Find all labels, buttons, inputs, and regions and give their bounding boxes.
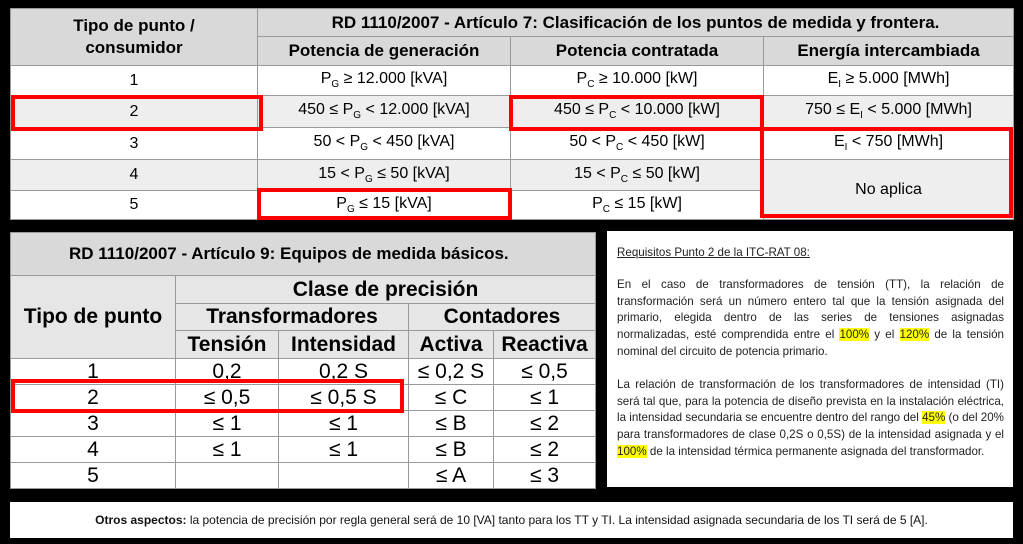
tension-header: Tensión xyxy=(176,331,279,359)
footer-note xyxy=(10,502,1013,538)
table-row xyxy=(11,160,1014,191)
highlight: 45% xyxy=(922,411,946,425)
ene-cell: $750 \le E_I < 5.000$ [MWh] xyxy=(764,96,1014,128)
table-row xyxy=(11,96,1014,128)
contadores-header: Contadores xyxy=(409,304,596,331)
classification-table xyxy=(10,8,1014,220)
transformadores-header: Transformadores xyxy=(176,304,409,331)
table-row xyxy=(11,463,596,489)
con-cell: $50 < P_C < 450$ [kW] xyxy=(511,128,764,160)
activa-cell: ≤ B xyxy=(409,411,494,437)
table-row xyxy=(11,66,1014,96)
activa-cell: ≤ A xyxy=(409,463,494,489)
itc-rat-note xyxy=(607,231,1013,487)
tipo-cell: 1 xyxy=(11,66,258,96)
tipo-cell: 5 xyxy=(11,191,258,220)
reactiva-cell: ≤ 3 xyxy=(494,463,596,489)
header-potencia-generacion: Potencia de generación xyxy=(258,37,511,66)
note-paragraph-ti: La relación de transformación de los transformadores de intensidad (TI) será tal que, para la potencia de diseño prevista en la instalación eléctrica, la intensidad secundaria se encuentre dentro del rango del 45% (o del 20% para transformadores de clase 0,2S o 0,5S) de la intensidad asignada y el 100% de la intensidad térmica permanente asignada del transformador. xyxy=(617,377,1004,458)
table-row xyxy=(11,385,596,411)
table-row xyxy=(11,128,1014,160)
intensidad-cell: 0,2 S xyxy=(279,359,409,385)
con-cell: $P_C \le 15$ [kW] xyxy=(511,191,764,220)
clase-precision-header: Clase de precisión xyxy=(176,276,596,304)
con-cell: $450 \le P_C < 10.000$ [kW] xyxy=(511,96,764,128)
note-paragraph-tt: En el caso de transformadores de tensión (TT), la relación de transformación será un número entero tal que la tensión asignada del primario, elegida dentro de las series de tensiones asignadas normalizadas, esté comprendida entre el 100% y el 120% de la tensión nominal del circuito de potencia primario. xyxy=(617,277,1005,358)
tipo-cell: 3 xyxy=(11,128,258,160)
activa-header: Activa xyxy=(409,331,494,359)
activa-cell: ≤ B xyxy=(409,437,494,463)
tension-cell: ≤ 1 xyxy=(176,437,279,463)
gen-cell: $P_G \ge 12.000$ [kVA] xyxy=(258,66,511,96)
equipment-table xyxy=(10,232,596,489)
reactiva-cell: ≤ 2 xyxy=(494,411,596,437)
tipo-cell: 2 xyxy=(11,385,176,411)
intensidad-cell: ≤ 1 xyxy=(279,437,409,463)
gen-cell: $450 \le P_G < 12.000$ [kVA] xyxy=(258,96,511,128)
gen-cell: $50 < P_G < 450$ [kVA] xyxy=(258,128,511,160)
footer-label: Otros aspectos: xyxy=(95,513,187,527)
tipo-cell: 2 xyxy=(11,96,258,128)
activa-cell: ≤ 0,2 S xyxy=(409,359,494,385)
intensidad-cell: ≤ 1 xyxy=(279,411,409,437)
gen-cell: $P_G \le 15$ [kVA] xyxy=(258,191,511,220)
highlight: 100% xyxy=(839,328,870,342)
ene-cell: $E_I < 750$ [MWh] xyxy=(764,128,1014,160)
note-title: Requisitos Punto 2 de la ITC-RAT 08: xyxy=(617,246,810,259)
ene-cell: $E_I \ge 5.000$ [MWh] xyxy=(764,66,1014,96)
gen-cell: $15 < P_G \le 50$ [kVA] xyxy=(258,160,511,191)
reactiva-cell: ≤ 2 xyxy=(494,437,596,463)
tension-cell xyxy=(176,463,279,489)
table-row xyxy=(11,411,596,437)
tension-cell: ≤ 1 xyxy=(176,411,279,437)
table1-title: RD 1110/2007 - Artículo 7: Clasificación de los puntos de medida y frontera. xyxy=(258,9,1014,37)
reactiva-cell: ≤ 1 xyxy=(494,385,596,411)
tipo-cell: 5 xyxy=(11,463,176,489)
tipo-consumidor-header: Tipo de punto / consumidor xyxy=(11,9,258,66)
table2-title: RD 1110/2007 - Artículo 9: Equipos de medida básicos. xyxy=(11,233,596,276)
tipo-cell: 1 xyxy=(11,359,176,385)
reactiva-cell: ≤ 0,5 xyxy=(494,359,596,385)
highlight: 100% xyxy=(617,444,647,458)
tipo-cell: 4 xyxy=(11,160,258,191)
footer-text: la potencia de precisión por regla general será de 10 [VA] tanto para los TT y TI. La intensidad asignada secundaria de los TI será de 5 [A]. xyxy=(186,513,928,527)
no-aplica-cell: No aplica xyxy=(764,160,1014,220)
intensidad-cell xyxy=(279,463,409,489)
intensidad-header: Intensidad xyxy=(279,331,409,359)
tension-cell: 0,2 xyxy=(176,359,279,385)
con-cell: $15 < P_C \le 50$ [kW] xyxy=(511,160,764,191)
table-row xyxy=(11,359,596,385)
highlight: 120% xyxy=(899,328,930,342)
table-row xyxy=(11,437,596,463)
tipo-cell: 3 xyxy=(11,411,176,437)
reactiva-header: Reactiva xyxy=(494,331,596,359)
activa-cell: ≤ C xyxy=(409,385,494,411)
intensidad-cell: ≤ 0,5 S xyxy=(279,385,409,411)
tipo-punto-header: Tipo de punto xyxy=(11,276,176,359)
con-cell: $P_C \ge 10.000$ [kW] xyxy=(511,66,764,96)
header-potencia-contratada: Potencia contratada xyxy=(511,37,764,66)
tipo-cell: 4 xyxy=(11,437,176,463)
header-energia-intercambiada: Energía intercambiada xyxy=(764,37,1014,66)
tension-cell: ≤ 0,5 xyxy=(176,385,279,411)
